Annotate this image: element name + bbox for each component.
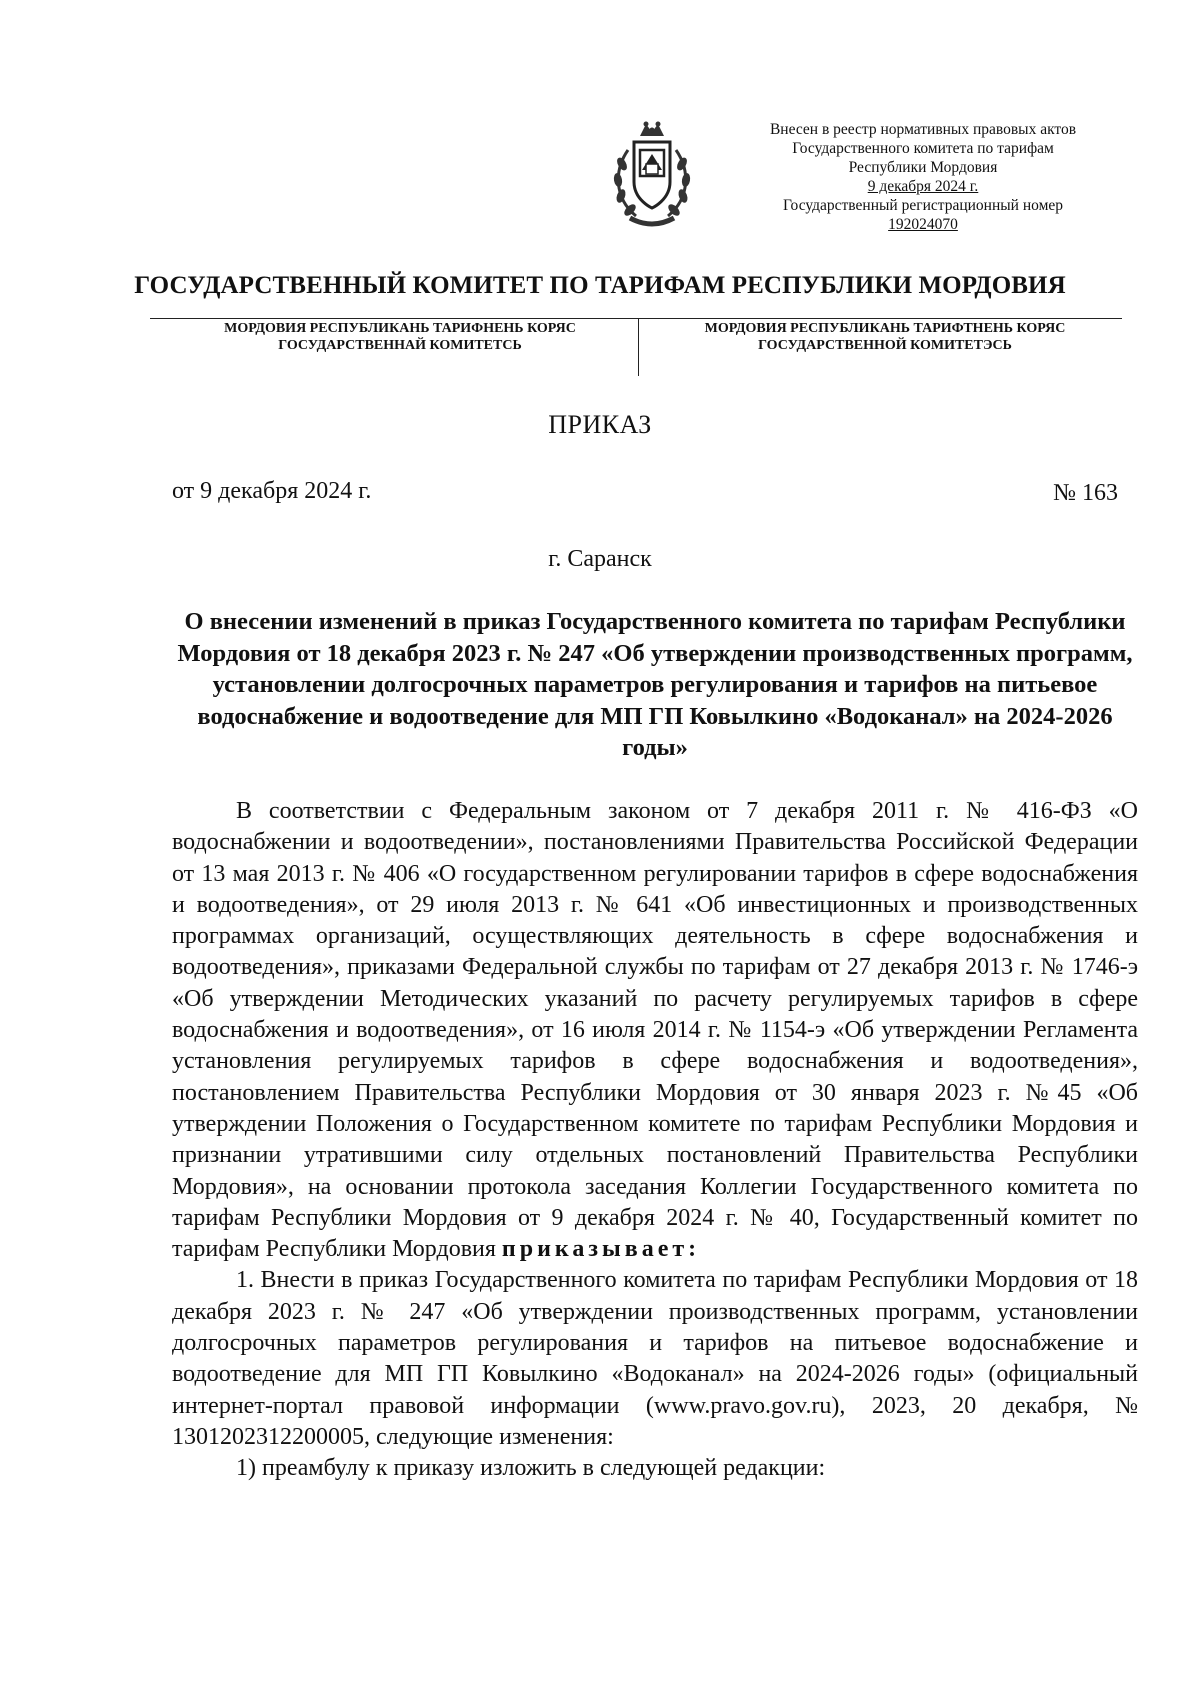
committee-name-line: МОРДОВИЯ РЕСПУБЛИКАНЬ ТАРИФНЕНЬ КОРЯС <box>224 321 576 336</box>
preamble-paragraph <box>172 796 1138 1265</box>
order-date: от 9 декабря 2024 г. <box>172 478 372 504</box>
registry-line: Республики Мордовия <box>848 159 998 176</box>
registry-line: Государственного комитета по тарифам <box>792 140 1054 157</box>
registry-line: Государственный регистрационный номер <box>782 197 1064 214</box>
committee-name-moksha <box>180 320 620 354</box>
order-heading: О внесении изменений в приказ Государственного комитета по тарифам Республики Мордовия от 18 декабря 2023 г. № 247 «Об утверждении производственных программ, установлении долгосрочных параметров регулирования и тарифов на питьевое водоснабжение и водоотведение для МП ГП Ковылкино «Водоканал» на 2024-2026 годы» <box>177 608 1133 761</box>
document-type: ПРИКАЗ <box>548 410 652 439</box>
header-vertical-divider <box>638 318 639 376</box>
order-body <box>172 796 1138 1485</box>
committee-name-erzya <box>655 320 1115 354</box>
order-number: № 163 <box>1053 480 1118 506</box>
subitem-1-paragraph: 1) преамбулу к приказу изложить в следующей редакции: <box>236 1455 826 1482</box>
registry-number: 192024070 <box>888 216 958 233</box>
header-divider <box>150 318 1122 319</box>
committee-title: ГОСУДАРСТВЕННЫЙ КОМИТЕТ ПО ТАРИФАМ РЕСПУБЛИКИ МОРДОВИЯ <box>134 272 1066 299</box>
committee-name-line: МОРДОВИЯ РЕСПУБЛИКАНЬ ТАРИФТНЕНЬ КОРЯС <box>704 321 1066 336</box>
orders-word: приказывает: <box>501 1236 701 1263</box>
committee-name-line: ГОСУДАРСТВЕННОЙ КОМИТЕТЭСЬ <box>758 338 1012 353</box>
committee-name-line: ГОСУДАРСТВЕННАЙ КОМИТЕТСЬ <box>278 338 522 353</box>
preamble-text: В соответствии с Федеральным законом от 7 декабря 2011 г. № 416-ФЗ «О водоснабжении и водоотведении», постановлениями Правительства Российской Федерации от 13 мая 2013 г. № 406 «О государственном регулировании тарифов в сфере водоснабжения и водоотведения», от 29 июля 2013 г. № 641 «Об инвестиционных и производственных программах организаций, осуществляющих деятельность в сфере водоснабжения и водоотведения», приказами Федеральной службы по тарифам от 27 декабря 2013 г. № 1746-э «Об утверждении Методических указаний по расчету регулируемых тарифов в сфере водоснабжения и водоотведения», от 16 июля 2014 г. № 1154-э «Об утверждении Регламента установления регулируемых тарифов в сфере водоснабжения и водоотведения», постановлением Правительства Республики Мордовия от 30 января 2023 г. №45 «Об утверждении Положения о Государственном комитете по тарифам Республики Мордовия и признании утратившими силу отдельных постановлений Правительства Республики Мордовия», на основании протокола заседания Коллегии Государственного комитета по тарифам Республики Мордовия от 9 декабря 2024 г. № 40, Государственный комитет по тарифам Республики Мордовия <box>172 798 1138 1263</box>
registry-line: Внесен в реестр нормативных правовых актов <box>769 121 1077 138</box>
registry-date: 9 декабря 2024 г. <box>867 178 979 195</box>
coat-of-arms-emblem <box>606 120 698 232</box>
registry-stamp <box>738 120 1108 234</box>
order-city: г. Саранск <box>548 546 652 572</box>
item-1-paragraph: 1. Внести в приказ Государственного комитета по тарифам Республики Мордовия от 18 декабря 2023 г. № 247 «Об утверждении производственных программ, установлении долгосрочных параметров регулирования и тарифов на питьевое водоснабжение и водоотведение для МП ГП Ковылкино «Водоканал» на 2024-2026 годы» (официальный интернет-портал правовой информации (www.pravo.gov.ru), 2023, 20 декабря, № 1301202312200005, следующие изменения: <box>172 1267 1138 1450</box>
